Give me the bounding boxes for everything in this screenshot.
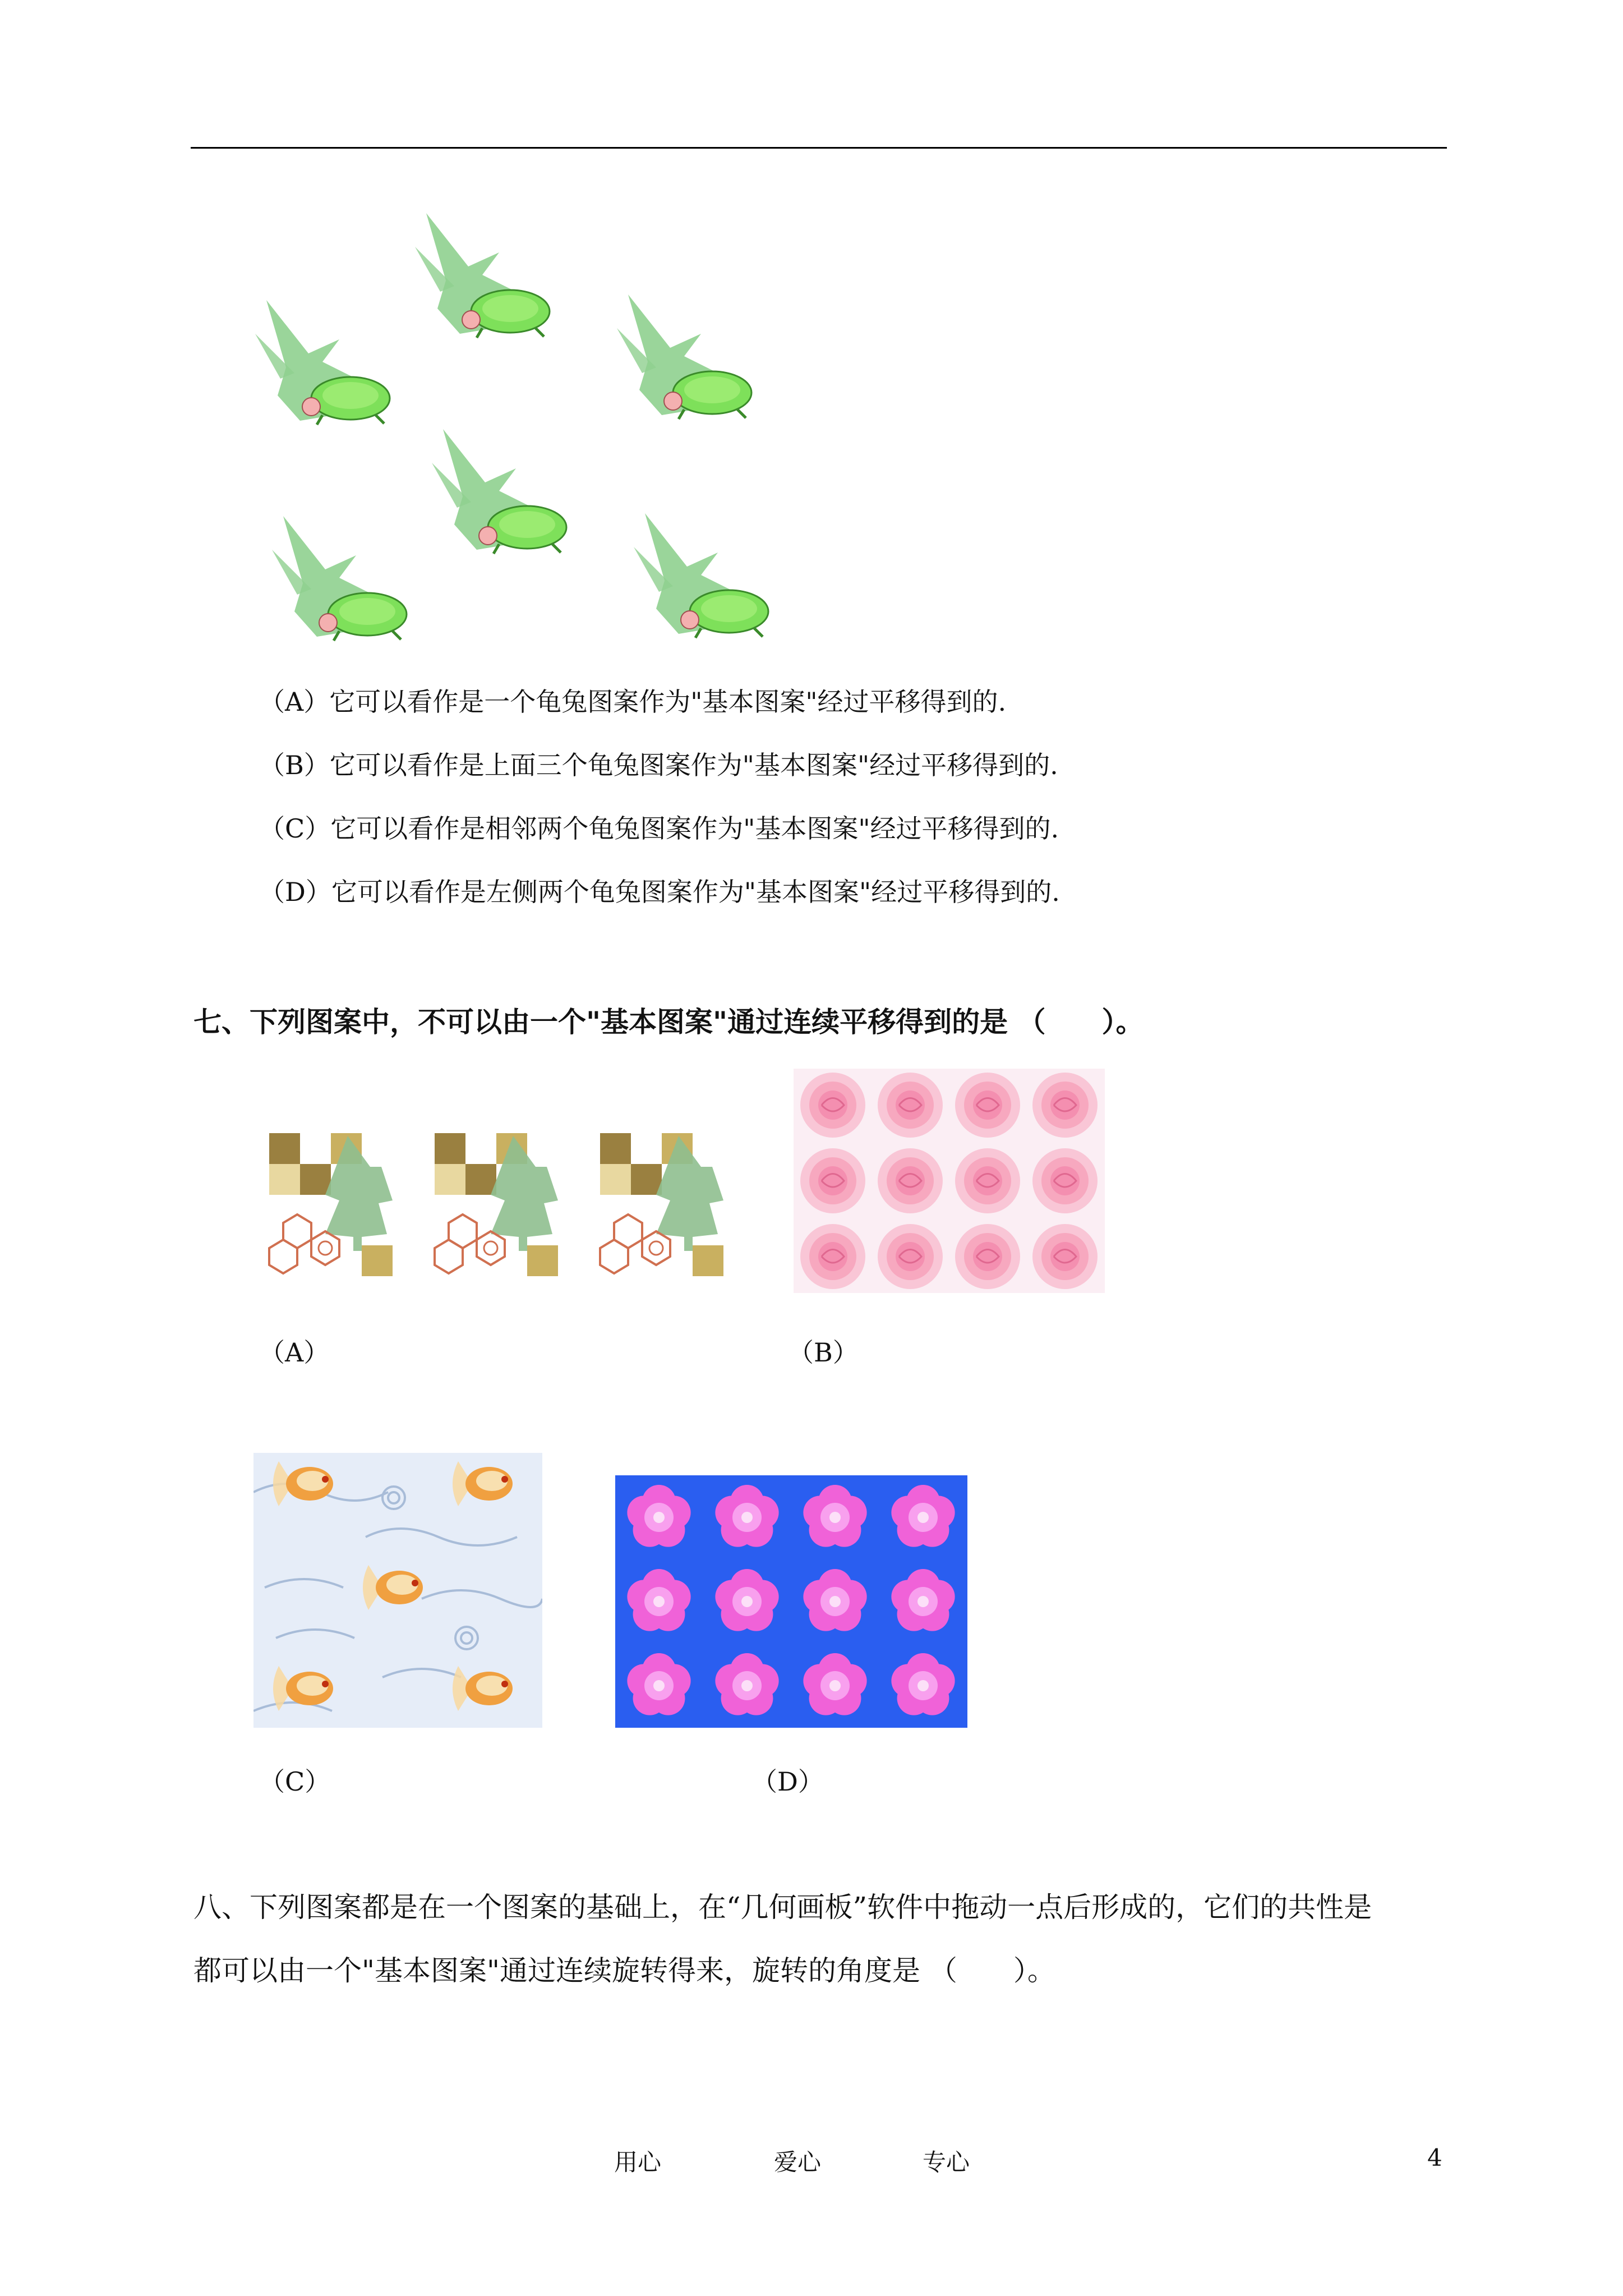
rose [955,1148,1020,1213]
rose [878,1148,943,1213]
rose [955,1073,1020,1138]
rose [800,1073,865,1138]
rose [1032,1073,1098,1138]
footer-motto-3: 专心 [923,2148,970,2176]
header-rule [191,147,1447,149]
rose [800,1148,865,1213]
label-c: （C） [259,1766,331,1797]
rose [955,1224,1020,1289]
turtle-rabbit-figure [241,208,802,645]
question-8-line2: 都可以由一个"基本图案"通过连续旋转得来，旋转的角度是 （ ）。 [193,1954,1055,1987]
option-d: （D）它可以看作是左侧两个龟兔图案作为"基本图案"经过平移得到的. [259,877,1060,907]
option-b: （B）它可以看作是上面三个龟兔图案作为"基本图案"经过平移得到的. [259,750,1058,780]
footer-motto-1: 用心 [614,2148,662,2176]
figure-c [253,1453,542,1728]
footer-motto-2: 爱心 [774,2148,822,2176]
figure-d [615,1475,967,1728]
figure-b [794,1069,1105,1293]
question-8-line1: 八、下列图案都是在一个图案的基础上，在“几何画板”软件中拖动一点后形成的，它们的共性是 [193,1891,1372,1924]
figure-a [264,1128,735,1290]
rose [878,1073,943,1138]
page-number: 4 [1427,2144,1442,2171]
rose [800,1224,865,1289]
rose [878,1224,943,1289]
rose [1032,1224,1098,1289]
option-a: （A）它可以看作是一个龟兔图案作为"基本图案"经过平移得到的. [259,687,1007,717]
rose [1032,1148,1098,1213]
option-c: （C）它可以看作是相邻两个龟兔图案作为"基本图案"经过平移得到的. [259,813,1059,844]
label-b: （B） [788,1337,859,1368]
question-7: 七、下列图案中，不可以由一个"基本图案"通过连续平移得到的是 （ ）。 [193,1005,1144,1038]
label-d: （D） [751,1766,824,1797]
label-a: （A） [259,1337,330,1368]
